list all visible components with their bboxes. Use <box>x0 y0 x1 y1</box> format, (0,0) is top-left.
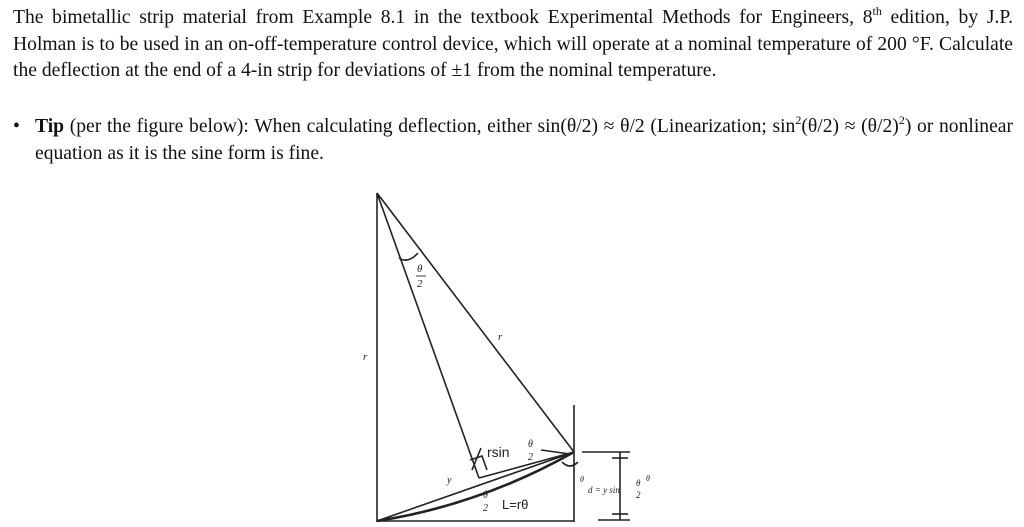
label-y: y <box>447 475 452 486</box>
label-two-d: 2 <box>636 490 641 500</box>
label-L: L=rθ <box>502 497 529 512</box>
label-theta-rsin: θ <box>528 439 533 450</box>
label-r-left: r <box>363 351 368 363</box>
top-angle-arc <box>399 253 418 260</box>
tip-label: Tip <box>35 116 65 137</box>
edition-superscript: th <box>872 4 882 18</box>
problem-text-part2: edition, by J.P. Holman is to be used in an on-off-temperature control device, which will operate at a nominal temperature of 200 °F. Calculate the deflection at the end of a 4-in strip for deviations of ±1 from the nominal temperature. <box>13 7 1013 81</box>
label-theta-bottom: θ <box>483 490 488 501</box>
tip-text-3: ) or nonlinear equation as it is the sine form is fine. <box>35 116 1013 164</box>
label-theta-tip: θ <box>580 475 584 484</box>
tip-superscript-1: 2 <box>795 113 802 127</box>
tip-angle-arc <box>562 462 578 466</box>
tip-superscript-2: 2 <box>898 113 905 127</box>
long-diagonal-line <box>377 193 574 452</box>
label-theta-top: θ <box>417 263 423 275</box>
inner-diagonal-line <box>377 193 479 478</box>
tip-text-2: (θ/2) ≈ (θ/2) <box>801 116 899 137</box>
label-two-top: 2 <box>417 278 423 290</box>
bullet-icon: • <box>13 116 20 137</box>
label-d-formula: d = y sin <box>588 485 620 495</box>
label-theta-d: θ <box>636 478 641 488</box>
label-two-rsin: 2 <box>528 452 533 463</box>
label-theta-right: θ <box>646 474 650 483</box>
problem-text-part1: The bimetallic strip material from Example 8.1 in the textbook Experimental Methods for Engineers, 8 <box>13 7 873 28</box>
tip-text-1: (per the figure below): When calculating deflection, either sin(θ/2) ≈ θ/2 (Linearization; sin <box>64 116 796 137</box>
label-rsin: rsin <box>487 444 510 460</box>
rsin-arrow-line <box>541 450 570 454</box>
label-two-bottom: 2 <box>483 503 488 514</box>
label-r-diagonal: r <box>498 331 503 343</box>
